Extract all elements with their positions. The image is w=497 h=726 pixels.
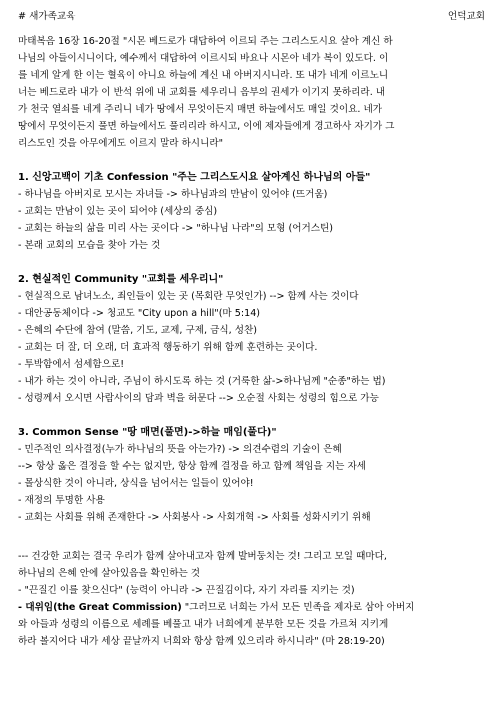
list-item: - 교회는 하늘의 삶을 미리 사는 곳이다 -> "하나님 나라"의 모형 (어거스틴) (18, 223, 334, 234)
section-title: 2. 현실적인 Community "교회를 세우리니" (18, 274, 224, 285)
list-item: - 민주적인 의사결정(누가 하나님의 뜻을 아는가?) -> 의견수렴의 기술이 은혜 (18, 444, 342, 455)
section-title: 3. Common Sense "땅 매면(풀면)->하늘 매임(풀다)" (18, 427, 277, 438)
list-item: - 재정의 투명한 사용 (18, 495, 105, 506)
closing-block (18, 548, 485, 650)
closing-line: --- 건강한 교회는 결국 우리가 함께 살아내고자 함께 발버둥치는 것! 그리고 모일 때마다, (18, 551, 387, 562)
list-item: - 교회는 사회를 위해 존재한다 -> 사회봉사 -> 사회개혁 -> 사회를 성화시키기 위해 (18, 512, 371, 523)
intro-line: 를 네게 알게 한 이는 혈육이 아니요 하늘에 계신 내 아버지시니라. 또 내가 네게 이르노니 (18, 70, 389, 81)
list-item: - 내가 하는 것이 아니라, 주님이 하시도록 하는 것 (거룩한 삶->하나님께 "순종"하는 법) (18, 376, 386, 387)
list-item: - 현실적으로 남녀노소, 죄인들이 있는 곳 (목회란 무엇인가) --> 함께 사는 것이다 (18, 291, 359, 302)
great-commission-text: "그러므로 너희는 가서 모든 민족을 제자로 삼아 아버지 (181, 602, 415, 613)
list-item: - 교회는 더 잘, 더 오래, 더 효과적 행동하기 위해 함께 훈련하는 곳이다. (18, 342, 318, 353)
intro-line: 마태복음 16장 16-20절 "시몬 베드로가 대답하여 이르되 주는 그리스도시요 살아 계신 하 (18, 36, 393, 47)
great-commission-label: - 대위임(the Great Commission) (18, 602, 182, 613)
section-confession (18, 169, 485, 254)
intro-line: 가 천국 열쇠를 네게 주리니 네가 땅에서 무엇이든지 매면 하늘에서도 매일 것이요. 네가 (18, 104, 383, 115)
list-item: - 투박함에서 섬세함으로! (18, 359, 125, 370)
closing-line: 하나님의 은혜 안에 살아있음을 확인하는 것 (18, 568, 201, 579)
list-item: - 교회는 만남이 있는 곳이 되어야 (세상의 중심) (18, 206, 218, 217)
list-item: - 몰상식한 것이 아니라, 상식을 넘어서는 일들이 있어야! (18, 478, 254, 489)
church-name: 언덕교회 (447, 11, 485, 22)
list-item: - 하나님을 아버지로 모시는 자녀들 -> 하나님과의 만남이 있어야 (뜨거움) (18, 189, 328, 200)
intro-line: 리스도인 것을 아무에게도 이르지 말라 하시니라" (18, 138, 224, 149)
list-item: - 대안공동체이다 -> 청교도 "City upon a hill"(마 5:14) (18, 308, 261, 319)
list-item: - 은혜의 수단에 참여 (말씀, 기도, 교제, 구제, 금식, 성찬) (18, 325, 257, 336)
list-item: - 본래 교회의 모습을 찾아 가는 것 (18, 240, 161, 251)
page-header (18, 8, 485, 25)
list-item: --> 항상 옳은 결정을 할 수는 없지만, 항상 함께 결정을 하고 함께 책임을 지는 자세 (18, 461, 366, 472)
intro-line: 땅에서 무엇이든지 풀면 하늘에서도 풀리리라 하시고, 이에 제자들에게 경고하사 자기가 그 (18, 121, 395, 132)
closing-line: - "끈질긴 이를 찾으신다" (능력이 아니라 -> 끈질김이다, 자기 자리를 지키는 것) (18, 585, 355, 596)
section-common-sense (18, 424, 485, 526)
header-title: # 새가족교육 (18, 11, 76, 22)
great-commission-line: 하라 볼지어다 내가 세상 끝날까지 너희와 항상 함께 있으리라 하시니라" (마 28:19-20) (18, 636, 385, 647)
great-commission-line: 와 아들과 성령의 이름으로 세례를 베풀고 내가 너희에게 분부한 모든 것을 가르쳐 지키게 (18, 619, 389, 630)
scripture-intro (18, 33, 485, 152)
section-community (18, 271, 485, 407)
section-title: 1. 신앙고백이 기초 Confession "주는 그리스도시요 살아계신 하나님의 아들" (18, 172, 371, 183)
great-commission-line (18, 599, 485, 616)
intro-line: 너는 베드로라 내가 이 반석 위에 내 교회를 세우리니 음부의 권세가 이기지 못하리라. 내 (18, 87, 386, 98)
list-item: - 성령께서 오시면 사람사이의 담과 벽을 허문다 --> 오순절 사회는 성령의 힘으로 가능 (18, 393, 379, 404)
intro-line: 나님의 아들이시니이다, 예수께서 대답하여 이르시되 바요나 시몬아 네가 복이 있도다. 이 (18, 53, 389, 64)
